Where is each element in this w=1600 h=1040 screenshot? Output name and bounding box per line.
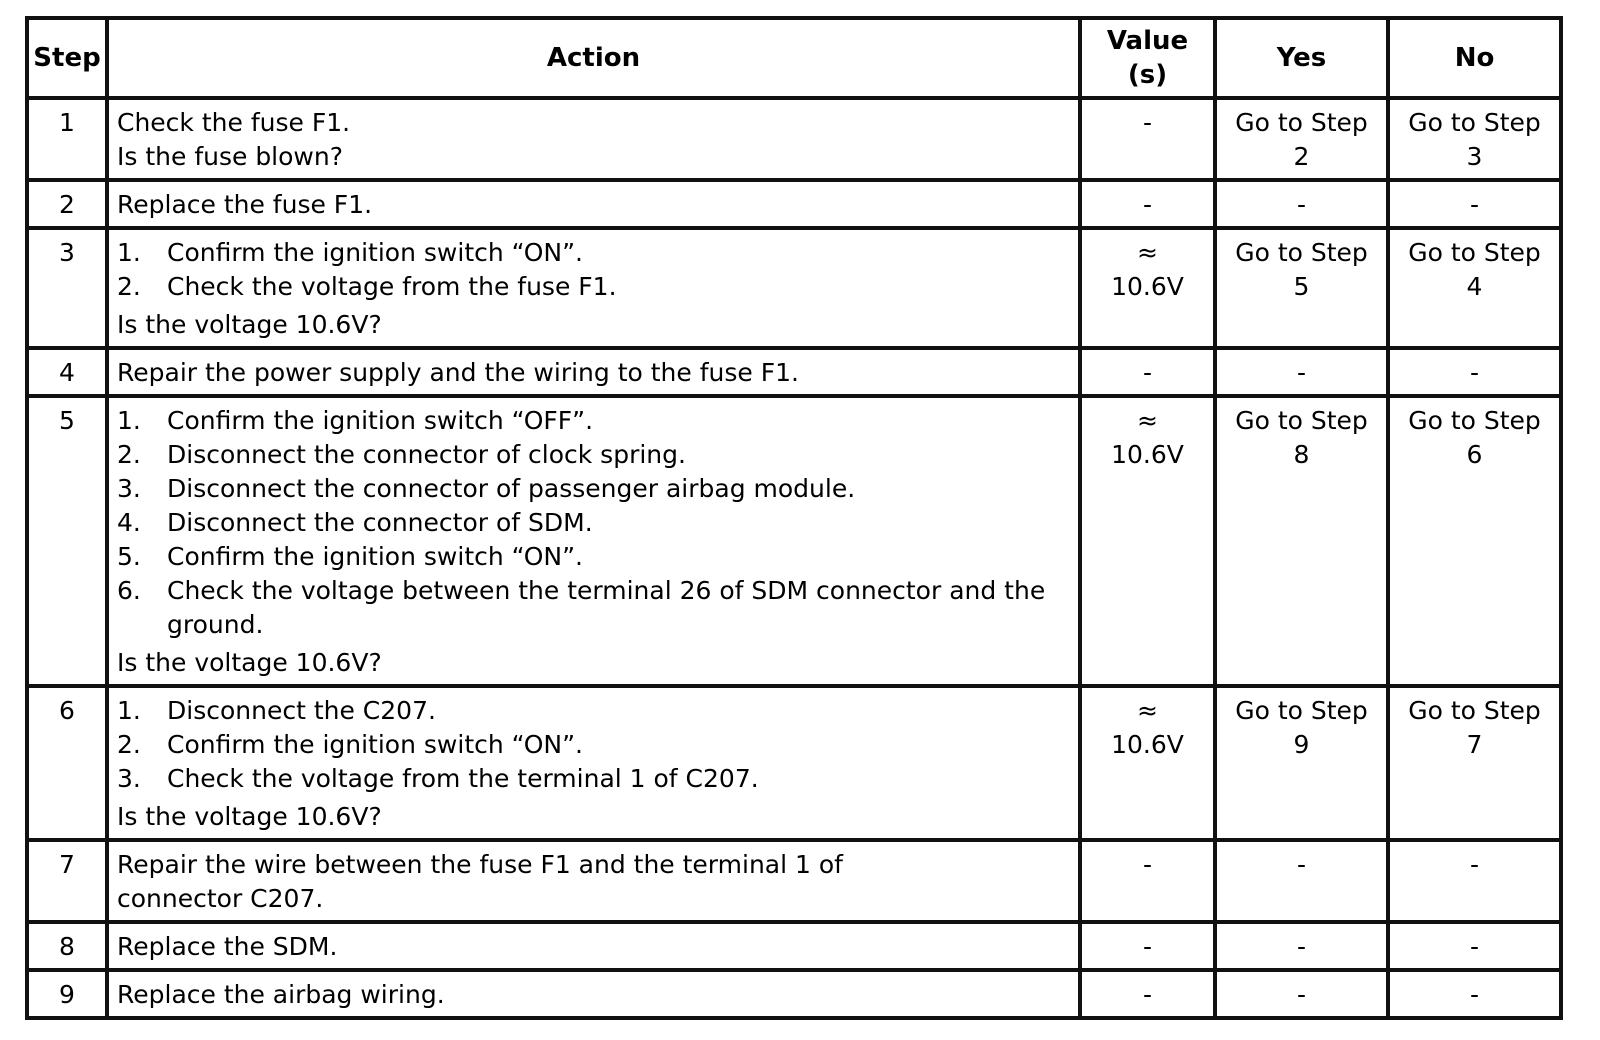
item-number: 2. <box>117 272 141 301</box>
approx-symbol: ≈ <box>1137 696 1158 725</box>
no-cell <box>1388 228 1561 348</box>
item-number: 5. <box>117 542 141 571</box>
item-text: Disconnect the connector of passenger airbag module. <box>167 474 856 503</box>
item-number: 6. <box>117 576 141 605</box>
item-text: Confirm the ignition switch “ON”. <box>167 542 583 571</box>
item-number: 2. <box>117 730 141 759</box>
action-question: Is the fuse blown? <box>117 142 343 171</box>
yes-text: Go to Step <box>1235 696 1368 725</box>
action-item <box>117 236 1070 270</box>
table-row-step-2 <box>27 180 1561 228</box>
table-row-step-4 <box>27 348 1561 396</box>
item-number: 1. <box>117 406 141 435</box>
value-cell <box>1080 228 1215 348</box>
header-no: No <box>1388 18 1561 98</box>
yes-cell <box>1215 228 1388 348</box>
no-cell: - <box>1388 348 1561 396</box>
action-cell <box>107 98 1080 180</box>
value-cell <box>1080 396 1215 686</box>
no-cell: - <box>1388 840 1561 922</box>
item-text: Confirm the ignition switch “ON”. <box>167 730 583 759</box>
action-question: Is the voltage 10.6V? <box>117 802 382 831</box>
yes-text: Go to Step <box>1235 238 1368 267</box>
action-item <box>117 762 1070 796</box>
value-cell: - <box>1080 348 1215 396</box>
yes-cell: - <box>1215 348 1388 396</box>
action-line: Check the fuse F1. <box>117 108 351 137</box>
item-text: Disconnect the C207. <box>167 696 436 725</box>
action-item <box>117 404 1070 438</box>
value-cell <box>1080 98 1215 180</box>
action-line: connector C207. <box>117 884 324 913</box>
value-cell: - <box>1080 180 1215 228</box>
step-number: 8 <box>27 922 107 970</box>
item-number: 1. <box>117 696 141 725</box>
item-number: 3. <box>117 764 141 793</box>
table-row-step-9 <box>27 970 1561 1018</box>
header-step: Step <box>27 18 107 98</box>
table-row-step-8 <box>27 922 1561 970</box>
action-item <box>117 540 1070 574</box>
no-step: 6 <box>1466 440 1483 469</box>
action-item <box>117 506 1070 540</box>
no-cell <box>1388 98 1561 180</box>
action-cell <box>107 180 1080 228</box>
item-text: Confirm the ignition switch “OFF”. <box>167 406 594 435</box>
value-cell: - <box>1080 840 1215 922</box>
value-cell: - <box>1080 922 1215 970</box>
action-cell <box>107 396 1080 686</box>
item-number: 2. <box>117 440 141 469</box>
no-step: 7 <box>1466 730 1483 759</box>
value-text: 10.6V <box>1111 730 1184 759</box>
value-text: 10.6V <box>1111 440 1184 469</box>
no-cell: - <box>1388 180 1561 228</box>
no-cell: - <box>1388 970 1561 1018</box>
action-line: Repair the wire between the fuse F1 and the terminal 1 of <box>117 850 843 879</box>
action-cell <box>107 686 1080 840</box>
step-number: 2 <box>27 180 107 228</box>
yes-cell <box>1215 98 1388 180</box>
value-cell <box>1080 686 1215 840</box>
table-row-step-1 <box>27 98 1561 180</box>
item-text: Confirm the ignition switch “ON”. <box>167 238 583 267</box>
no-cell <box>1388 396 1561 686</box>
item-number: 3. <box>117 474 141 503</box>
item-text: Disconnect the connector of clock spring. <box>167 440 686 469</box>
value-text: - <box>1142 108 1153 137</box>
action-line: Replace the SDM. <box>117 932 338 961</box>
table-row-step-6 <box>27 686 1561 840</box>
step-number: 7 <box>27 840 107 922</box>
action-question: Is the voltage 10.6V? <box>117 310 382 339</box>
table-row-step-3 <box>27 228 1561 348</box>
action-item <box>117 270 1070 304</box>
action-line: Replace the airbag wiring. <box>117 980 445 1009</box>
step-number: 4 <box>27 348 107 396</box>
no-text: Go to Step <box>1408 696 1541 725</box>
step-number: 5 <box>27 396 107 686</box>
step-number: 9 <box>27 970 107 1018</box>
yes-step: 9 <box>1293 730 1310 759</box>
action-item <box>117 728 1070 762</box>
no-text: Go to Step <box>1408 238 1541 267</box>
yes-step: 2 <box>1293 142 1310 171</box>
diagnostic-table <box>25 16 1563 1020</box>
item-number: 4. <box>117 508 141 537</box>
table-row-step-7 <box>27 840 1561 922</box>
yes-text: Go to Step <box>1235 108 1368 137</box>
yes-step: 8 <box>1293 440 1310 469</box>
header-yes: Yes <box>1215 18 1388 98</box>
action-item <box>117 574 1070 642</box>
no-step: 3 <box>1466 142 1483 171</box>
no-step: 4 <box>1466 272 1483 301</box>
yes-cell: - <box>1215 840 1388 922</box>
header-value: Value (s) <box>1080 18 1215 98</box>
item-text: Disconnect the connector of SDM. <box>167 508 593 537</box>
action-cell <box>107 840 1080 922</box>
action-item <box>117 438 1070 472</box>
action-cell <box>107 970 1080 1018</box>
header-row <box>27 18 1561 98</box>
value-cell: - <box>1080 970 1215 1018</box>
action-line: Repair the power supply and the wiring to the fuse F1. <box>117 358 799 387</box>
yes-cell: - <box>1215 180 1388 228</box>
item-text: Check the voltage from the fuse F1. <box>167 272 617 301</box>
step-number: 1 <box>27 98 107 180</box>
step-number: 6 <box>27 686 107 840</box>
item-number: 1. <box>117 238 141 267</box>
action-cell <box>107 922 1080 970</box>
no-cell <box>1388 686 1561 840</box>
no-cell: - <box>1388 922 1561 970</box>
yes-step: 5 <box>1293 272 1310 301</box>
yes-cell: - <box>1215 970 1388 1018</box>
action-cell <box>107 228 1080 348</box>
action-line: Replace the fuse F1. <box>117 190 373 219</box>
yes-cell: - <box>1215 922 1388 970</box>
value-text: 10.6V <box>1111 272 1184 301</box>
item-text: Check the voltage between the terminal 26 of SDM connector and the ground. <box>167 576 1046 639</box>
step-number: 3 <box>27 228 107 348</box>
no-text: Go to Step <box>1408 108 1541 137</box>
yes-cell <box>1215 686 1388 840</box>
yes-text: Go to Step <box>1235 406 1368 435</box>
approx-symbol: ≈ <box>1137 238 1158 267</box>
action-item <box>117 472 1070 506</box>
yes-cell <box>1215 396 1388 686</box>
item-text: Check the voltage from the terminal 1 of C207. <box>167 764 759 793</box>
approx-symbol: ≈ <box>1137 406 1158 435</box>
action-item <box>117 694 1070 728</box>
table-row-step-5 <box>27 396 1561 686</box>
no-text: Go to Step <box>1408 406 1541 435</box>
header-action: Action <box>107 18 1080 98</box>
action-cell <box>107 348 1080 396</box>
action-question: Is the voltage 10.6V? <box>117 648 382 677</box>
